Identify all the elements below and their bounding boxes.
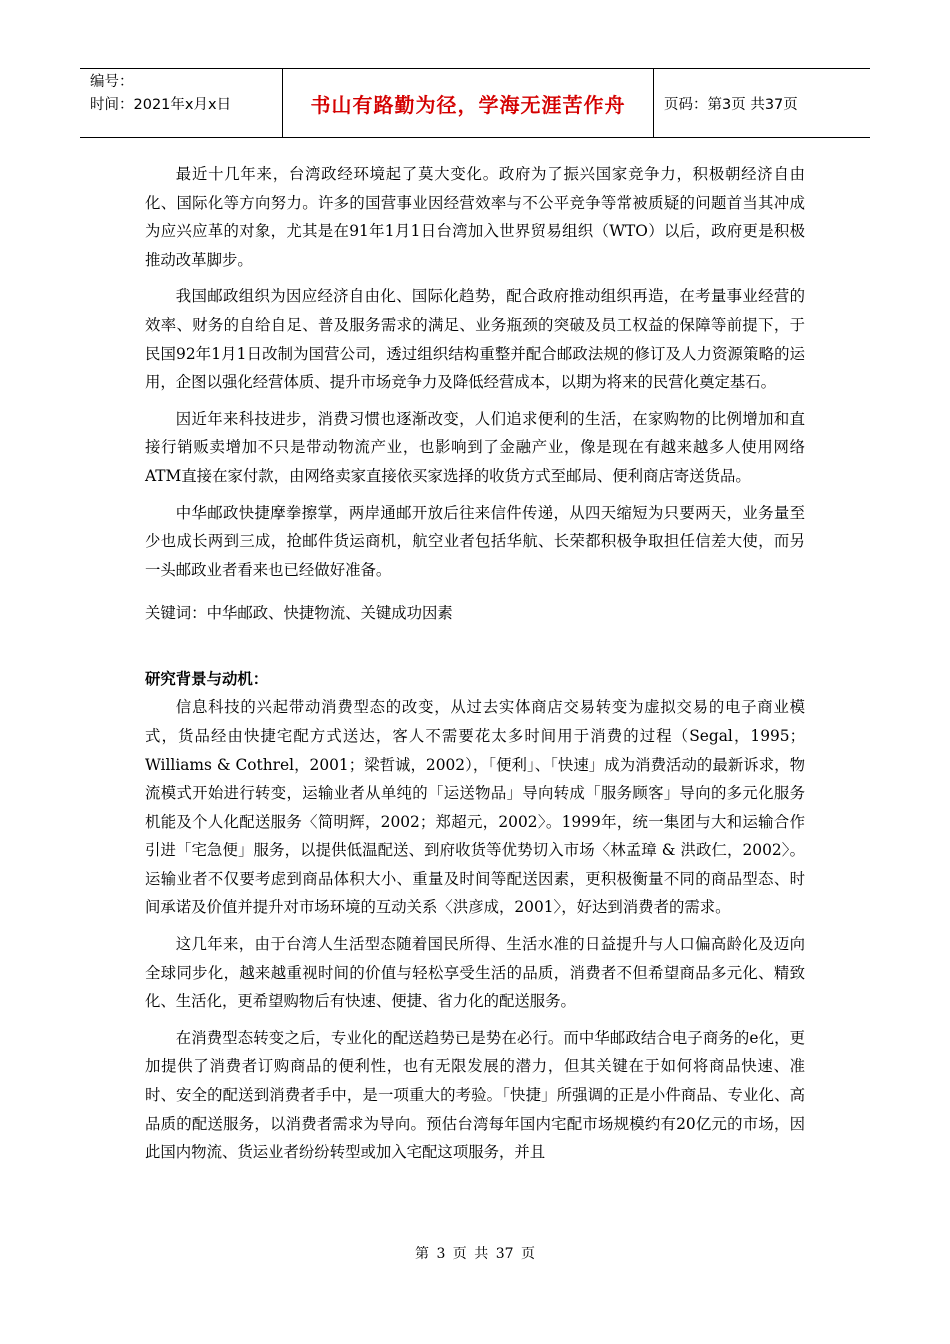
page-footer: 第 3 页 共 37 页	[415, 1246, 535, 1262]
paragraph-1: 最近十几年来，台湾政经环境起了莫大变化。政府为了振兴国家竞争力，积极朝经济自由化、国际化等方向努力。许多的国营事业因经营效率与不公平竞争等常被质疑的问题首当其冲成为应兴应革的对象，尤其是在91年1月1日台湾加入世界贸易组织（WTO）以后，政府更是积极推动改革脚步。	[145, 165, 805, 269]
paragraph-7: 在消费型态转变之后，专业化的配送趋势已是势在必行。而中华邮政结合电子商务的e化，更加提供了消费者订购商品的便利性，也有无限发展的潜力，但其关键在于如何将商品快速、准时、安全的配送到消费者手中，是一项重大的考验。「快捷」所强调的正是小件商品、专业化、高品质的配送服务，以消费者需求为导向。预估台湾每年国内宅配市场规模约有20亿元的市场，因此国内物流、货运业者纷纷转型或加入宅配这项服务，并且	[145, 1028, 805, 1162]
section-title: 研究背景与动机：	[145, 670, 269, 689]
paragraph-4: 中华邮政快捷摩拳擦掌，两岸通邮开放后往来信件传递，从四天缩短为只要两天，业务量至少也成长两到三成，抢邮件货运商机，航空业者包括华航、长荣都积极争取担任信差大使，而另一头邮政业者看来也已经做好准备。	[145, 503, 805, 579]
header-meta	[80, 69, 282, 137]
header-motto: 书山有路勤为径，学海无涯苦作舟	[282, 69, 654, 137]
paragraph-3: 因近年来科技进步，消费习惯也逐渐改变，人们追求便利的生活，在家购物的比例增加和直接行销贩卖增加不只是带动物流产业，也影响到了金融产业，像是现在有越来越多人使用网络ATM直接在家付款，由网络卖家直接依买家选择的收货方式至邮局、便利商店寄送货品。	[145, 409, 805, 485]
paragraph-2: 我国邮政组织为因应经济自由化、国际化趋势，配合政府推动组织再造，在考量事业经营的效率、财务的自给自足、普及服务需求的满足、业务瓶颈的突破及员工权益的保障等前提下，于民国92年1月1日改制为国营公司，透过组织结构重整并配合邮政法规的修订及人力资源策略的运用，企图以强化经营体质、提升市场竞争力及降低经营成本，以期为将来的民营化奠定基石。	[145, 287, 805, 392]
number-label: 编号：	[90, 74, 134, 90]
time-label: 时间：2021年x月x日	[90, 97, 232, 113]
page-header	[80, 68, 870, 138]
keywords: 关键词：中华邮政、快捷物流、关键成功因素	[145, 604, 453, 623]
paragraph-6: 这几年来，由于台湾人生活型态随着国民所得、生活水准的日益提升与人口偏高龄化及迈向全球同步化，越来越重视时间的价值与轻松享受生活的品质，消费者不但希望商品多元化、精致化、生活化，更希望购物后有快速、便捷、省力化的配送服务。	[145, 935, 805, 1011]
paragraph-5: 信息科技的兴起带动消费型态的改变，从过去实体商店交易转变为虚拟交易的电子商业模式，货品经由快捷宅配方式送达，客人不需要花太多时间用于消费的过程（Segal，1995；Williams & Cothrel，2001；梁哲诚，2002），「便利」、「快速」成为消费活动的最新诉求，物流模式开始进行转变，运输业者从单纯的「运送物品」导向转成「服务顾客」导向的多元化服务机能及个人化配送服务〈简明辉，2002；郑超元，2002〉。1999年，统一集团与大和运输合作引进「宅急便」服务，以提供低温配送、到府收货等优势切入市场〈林孟璋 & 洪政仁，2002〉。运输业者不仅要考虑到商品体积大小、重量及时间等配送因素，更积极衡量不同的商品型态、时间承诺及价值并提升对市场环境的互动关系〈洪彦成，2001〉，好达到消费者的需求。	[145, 698, 805, 917]
header-page-label: 页码：第3页 共37页	[664, 96, 798, 113]
document-body	[145, 160, 805, 1167]
